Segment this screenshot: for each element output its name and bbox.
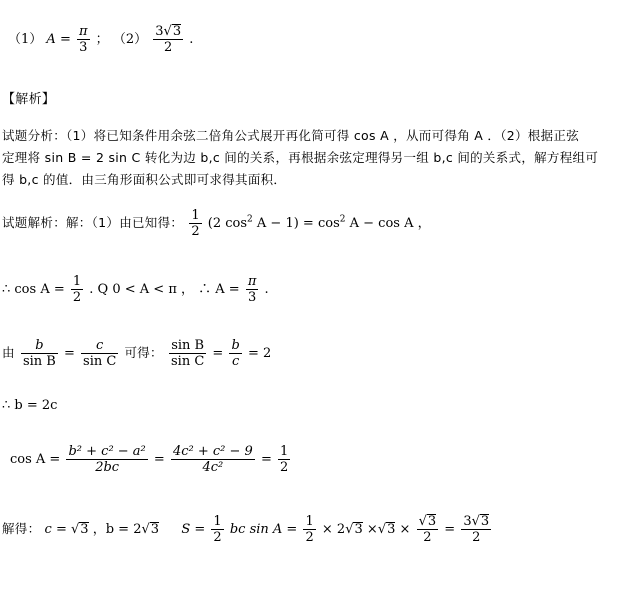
solution-line-5: cos A = $\frac{\text{b² + c² − a²}}{2bc}$ = $\frac{\text{4c² + c² − 9}}{\text{4c²}}$ = $\frac{1}{2}$ — [10, 444, 289, 475]
area-half-2: $\frac{1}{2}$ — [305, 514, 314, 545]
separator: ； — [95, 32, 109, 47]
final-area: $\frac{3√3}{2}$ — [463, 514, 490, 545]
analysis-line-1: 试题分析：（1）将已知条件用余弦二倍角公式展开再化简可得 cos A ，从而可得角 A ．（2）根据正弦 — [2, 128, 580, 143]
law-of-sines-b: $\frac{b}{\text{sin B}}$ — [22, 338, 56, 369]
law-of-sines-c: $\frac{c}{\text{sin C}}$ — [83, 338, 117, 369]
section-heading: 【解析】 — [2, 92, 56, 107]
one-half: $\frac{1}{2}$ — [191, 208, 200, 239]
area-half-1: $\frac{1}{2}$ — [213, 514, 222, 545]
solution-line-6: 解得： c = √3 ，b = 2√3 S = $\frac{1}{2}$ bc sin A = $\frac{1}{2}$ × 2√3 ×√3 × $\frac{√3}{2}$ = $\frac{3√3}{2}$ — [2, 514, 490, 545]
sqrt3-over-2: $\frac{√3}{2}$ — [418, 514, 437, 545]
solution-intro: 试题解析：解：（1）由已知得： — [2, 215, 184, 230]
solution-line-4: ∴ b = 2c — [2, 398, 58, 413]
pi-over-3: $\frac{\pi}{3}$ — [78, 24, 88, 55]
law-of-cosines: $\frac{\text{b² + c² − a²}}{2bc}$ — [68, 444, 146, 475]
analysis-line-2: 定理将 sin B = 2 sin C 转化为边 b,c 间的关系，再根据余弦定理得另一组 b,c 间的关系式，解方程组可 — [2, 150, 599, 165]
part1-label: （1） — [8, 32, 43, 47]
answer-line: （1） A = $\frac{\pi}{3}$ ； （2） $\frac{3√3}{2}$ . — [8, 24, 194, 55]
var-A: A — [46, 32, 56, 47]
side-ratio: $\frac{b}{c}$ — [231, 338, 240, 369]
substituted-expression: $\frac{\text{4c² + c² − 9}}{\text{4c²}}$ — [172, 444, 253, 475]
cosA-value: $\frac{1}{2}$ — [72, 274, 82, 305]
sine-ratio: $\frac{\text{sin B}}{\text{sin C}}$ — [171, 338, 205, 369]
half-result: $\frac{1}{2}$ — [280, 444, 289, 475]
answer-period: . — [189, 32, 194, 47]
analysis-line-3: 得 b,c 的值．由三角形面积公式即可求得其面积． — [2, 172, 287, 187]
area-answer: $\frac{3√3}{2}$ — [155, 24, 182, 55]
part2-label: （2） — [112, 32, 148, 47]
A-value: $\frac{\pi}{3}$ — [247, 274, 257, 305]
solution-line-1: 试题解析：解：（1）由已知得： $\frac{1}{2}$ (2 $\cos^2 A - 1) = \cos^2 A - \cos A$ ， — [2, 208, 431, 239]
solution-line-3: 由 $\frac{b}{\text{sin B}}$ = $\frac{c}{\text{sin C}}$ 可得： $\frac{\text{sin B}}{\text{sin C}}$ = $\frac{b}{c}$ = 2 — [2, 338, 272, 369]
solution-line-2: ∴ cos A = $\frac{1}{2}$ . Q 0 < A < π ， ∴ A = $\frac{\pi}{3}$ . — [2, 274, 269, 305]
